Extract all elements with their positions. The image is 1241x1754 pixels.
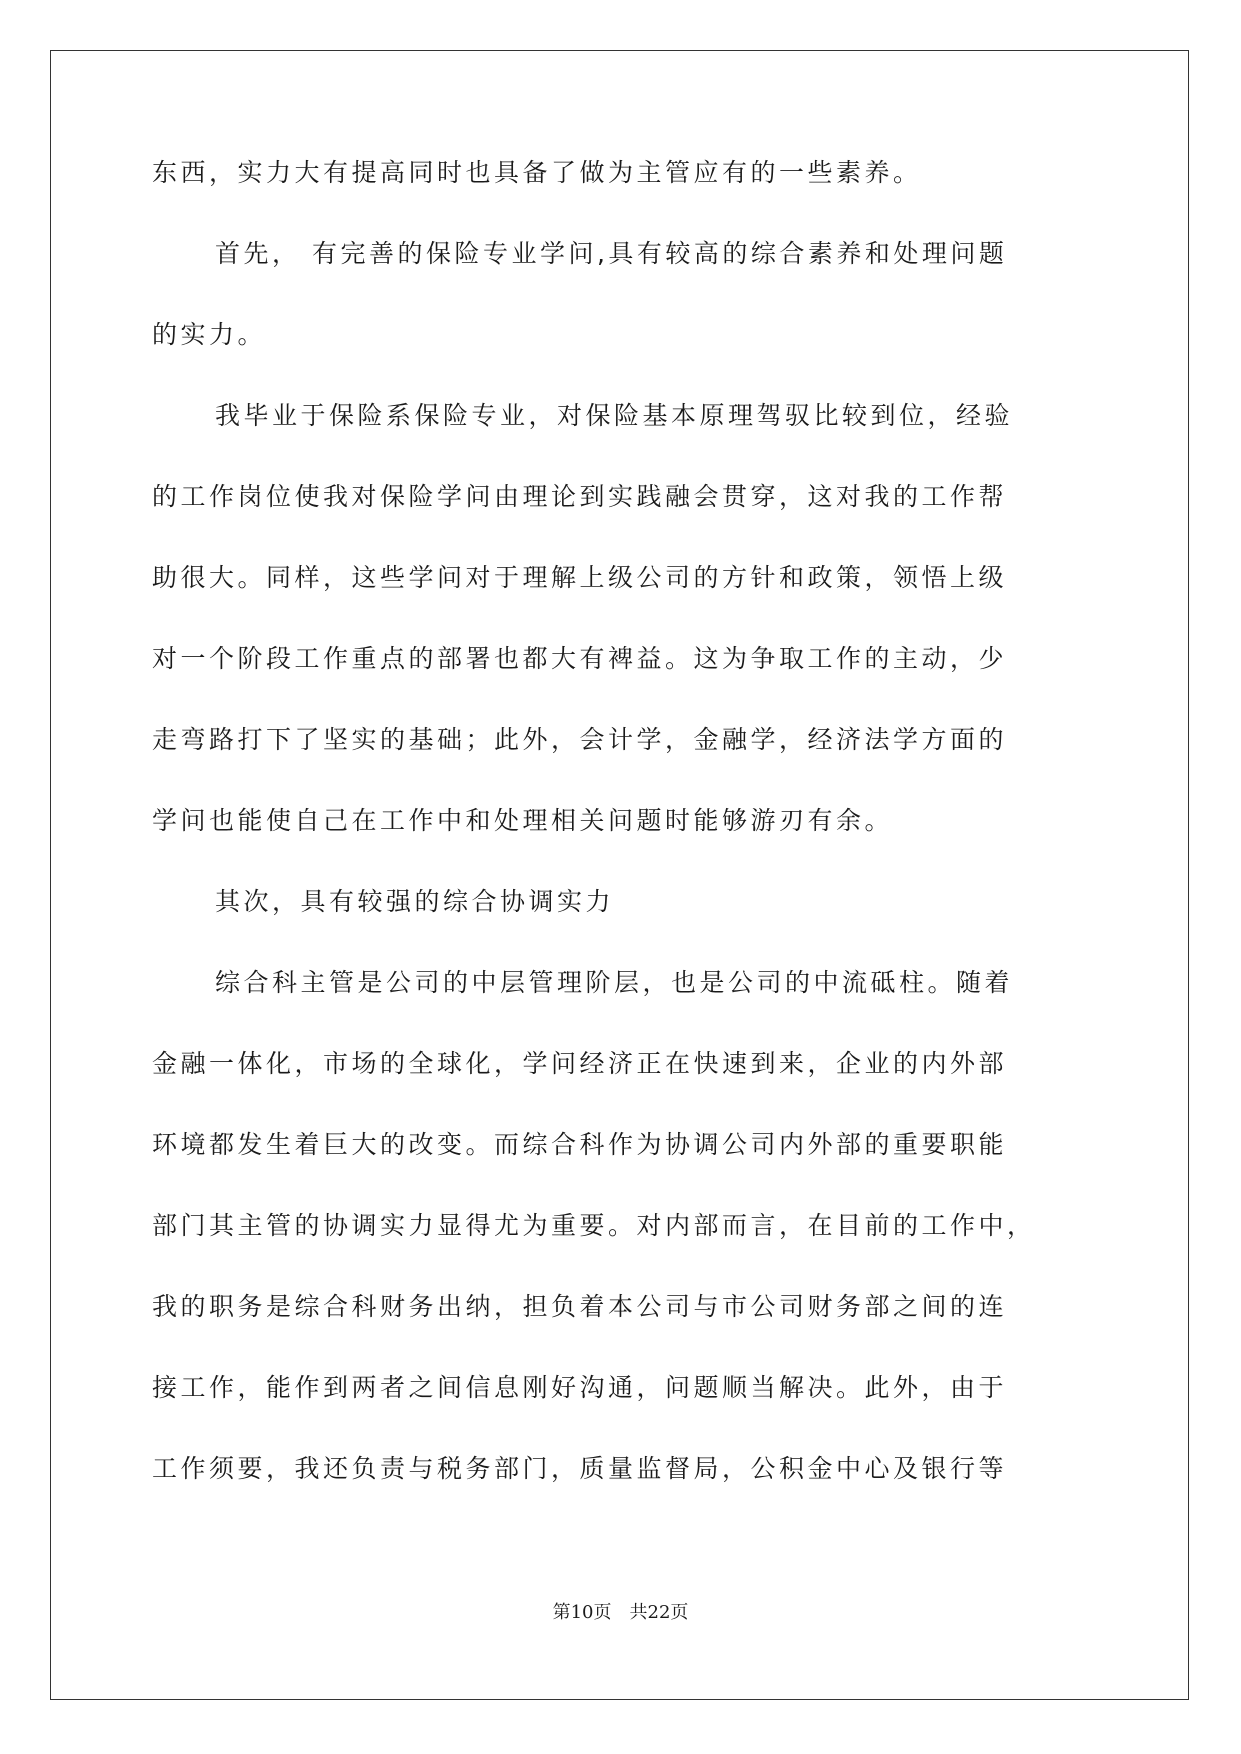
page-footer xyxy=(0,1598,1241,1624)
text-line: 工作须要，我还负责与税务部门，质量监督局，公积金中心及银行等 xyxy=(152,1454,1008,1483)
text-line: 学问也能使自己在工作中和处理相关问题时能够游刃有余。 xyxy=(152,806,894,835)
page-number: 第10页 xyxy=(552,1602,612,1623)
text-line: 东西，实力大有提高同时也具备了做为主管应有的一些素养。 xyxy=(152,158,922,187)
text-line: 的实力。 xyxy=(152,320,267,349)
text-line: 部门其主管的协调实力显得尤为重要。对内部而言，在目前的工作中， xyxy=(152,1211,1036,1240)
text-line: 的工作岗位使我对保险学问由理论到实践融会贯穿，这对我的工作帮 xyxy=(152,482,1008,511)
text-line: 其次，具有较强的综合协调实力 xyxy=(215,887,615,916)
text-line: 我毕业于保险系保险专业，对保险基本原理驾驭比较到位，经验 xyxy=(215,401,1014,430)
text-line: 首先， 有完善的保险专业学问,具有较高的综合素养和处理问题 xyxy=(215,239,1008,268)
text-line: 走弯路打下了坚实的基础；此外，会计学，金融学，经济法学方面的 xyxy=(152,725,1008,754)
text-line: 环境都发生着巨大的改变。而综合科作为协调公司内外部的重要职能 xyxy=(152,1130,1008,1159)
text-line: 对一个阶段工作重点的部署也都大有裨益。这为争取工作的主动，少 xyxy=(152,644,1008,673)
text-line: 金融一体化，市场的全球化，学问经济正在快速到来，企业的内外部 xyxy=(152,1049,1008,1078)
text-line: 助很大。同样，这些学问对于理解上级公司的方针和政策，领悟上级 xyxy=(152,563,1008,592)
text-line: 我的职务是综合科财务出纳，担负着本公司与市公司财务部之间的连 xyxy=(152,1292,1008,1321)
text-line: 综合科主管是公司的中层管理阶层，也是公司的中流砥柱。随着 xyxy=(215,968,1014,997)
text-line: 接工作，能作到两者之间信息刚好沟通，问题顺当解决。此外，由于 xyxy=(152,1373,1008,1402)
page-total: 共22页 xyxy=(629,1602,689,1623)
document-body xyxy=(152,158,1088,1535)
